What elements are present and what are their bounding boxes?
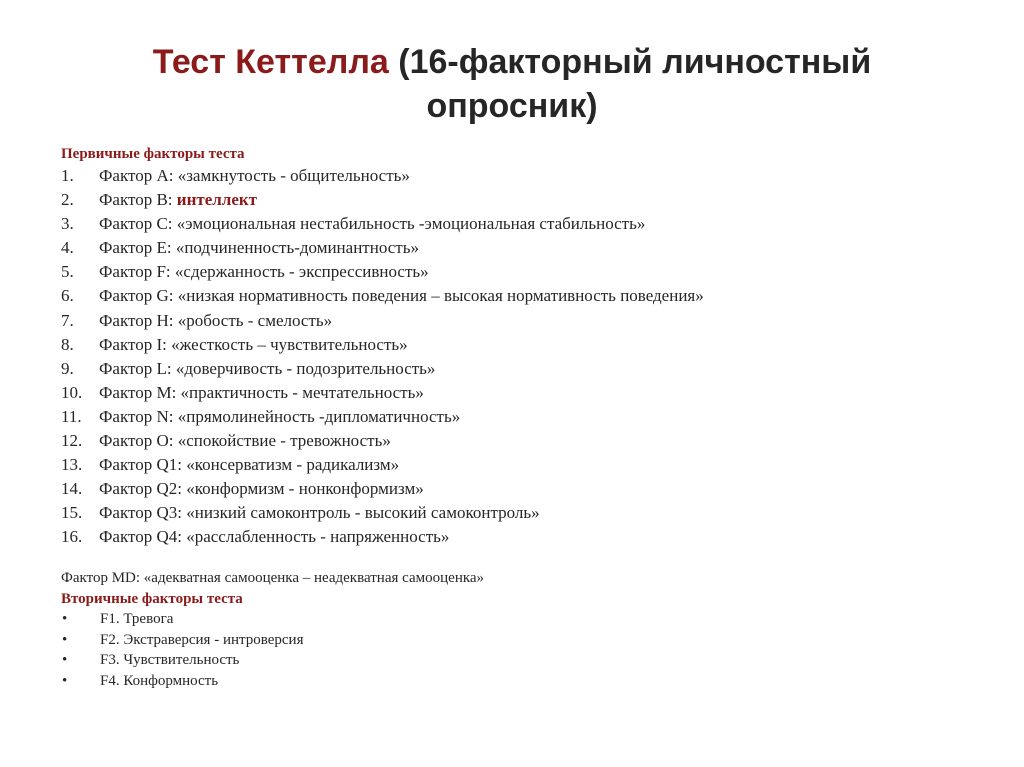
- list-item: [61, 333, 704, 357]
- item-number: 12.: [61, 431, 83, 451]
- item-text: Фактор Q2: «конформизм - нонконформизм»: [99, 479, 424, 499]
- list-item: [61, 477, 704, 501]
- item-number: 1.: [61, 166, 74, 185]
- item-number: 2.: [61, 190, 74, 210]
- title-rest: (16-факторный личностный опросник): [388, 43, 872, 125]
- item-number: 15.: [61, 503, 83, 523]
- list-item: [61, 260, 704, 284]
- list-item: [61, 381, 704, 405]
- bullet-icon: •: [62, 611, 68, 627]
- item-text: F2. Экстраверсия - интроверсия: [100, 631, 304, 648]
- item-number: 14.: [61, 479, 83, 499]
- list-item: [61, 650, 303, 671]
- md-factor-line: Фактор MD: «адекватная самооценка – неадекватная самооценка»: [61, 570, 485, 586]
- item-text: Фактор Н: «робость - смелость»: [99, 310, 333, 330]
- list-item: [61, 429, 704, 453]
- item-highlight: интеллект: [176, 190, 258, 210]
- list-item: [61, 609, 303, 630]
- item-text: Фактор В:: [99, 190, 177, 210]
- item-number: 9.: [61, 358, 74, 378]
- item-text: Фактор L: «доверчивость - подозрительность»: [99, 358, 436, 378]
- bullet-icon: •: [62, 652, 68, 669]
- list-item: [61, 212, 704, 236]
- list-item: [61, 164, 704, 188]
- item-text: F3. Чувствительность: [100, 652, 240, 669]
- item-text: Фактор О: «спокойствие - тревожность»: [99, 431, 391, 451]
- list-item: [61, 453, 704, 477]
- item-number: 7.: [61, 310, 74, 330]
- item-number: 3.: [61, 214, 74, 234]
- list-item: [61, 630, 303, 651]
- list-item: [61, 284, 704, 308]
- list-item: [61, 236, 704, 260]
- item-number: 6.: [61, 286, 74, 306]
- list-item: [61, 501, 704, 525]
- primary-factors-list: [61, 164, 704, 550]
- item-number: 16.: [61, 527, 83, 547]
- list-item: [61, 357, 704, 381]
- list-item: [61, 525, 704, 549]
- item-text: Фактор I: «жесткость – чувствительность»: [99, 334, 408, 354]
- item-text: Фактор Q4: «расслабленность - напряженность»: [99, 527, 450, 547]
- list-item: [61, 309, 704, 333]
- item-number: 4.: [61, 238, 74, 258]
- list-item: [61, 188, 704, 212]
- item-text: F4. Конформность: [100, 673, 219, 690]
- item-number: 5.: [61, 262, 74, 282]
- list-item: [61, 671, 303, 692]
- item-number: 11.: [61, 406, 82, 426]
- item-text: Фактор Е: «подчиненность-доминантность»: [99, 238, 419, 258]
- secondary-factors-list: [61, 609, 303, 692]
- secondary-factors-heading: Вторичные факторы теста: [61, 591, 243, 607]
- item-text: Фактор F: «сдержанность - экспрессивность»: [99, 262, 429, 282]
- item-number: 13.: [61, 455, 83, 475]
- item-text: Фактор Q3: «низкий самоконтроль - высокий самоконтроль»: [99, 503, 540, 523]
- item-number: 8.: [61, 334, 74, 354]
- item-number: 10.: [61, 382, 83, 402]
- item-text: Фактор М: «практичность - мечтательность»: [99, 382, 424, 402]
- page-title: [112, 40, 912, 128]
- title-accent: Тест Кеттелла: [152, 43, 389, 81]
- item-text: Фактор С: «эмоциональная нестабильность -эмоциональная стабильность»: [99, 214, 646, 234]
- item-text: Фактор G: «низкая нормативность поведения – высокая нормативность поведения»: [99, 286, 704, 306]
- item-text: Фактор N: «прямолинейность -дипломатичность»: [99, 406, 461, 426]
- item-text: Фактор А: «замкнутость - общительность»: [99, 166, 410, 185]
- item-text: Фактор Q1: «консерватизм - радикализм»: [99, 455, 400, 475]
- bullet-icon: •: [62, 631, 68, 648]
- list-item: [61, 405, 704, 429]
- primary-factors-heading: Первичные факторы теста: [61, 146, 245, 162]
- item-text: F1. Тревога: [100, 611, 174, 627]
- bullet-icon: •: [62, 673, 68, 690]
